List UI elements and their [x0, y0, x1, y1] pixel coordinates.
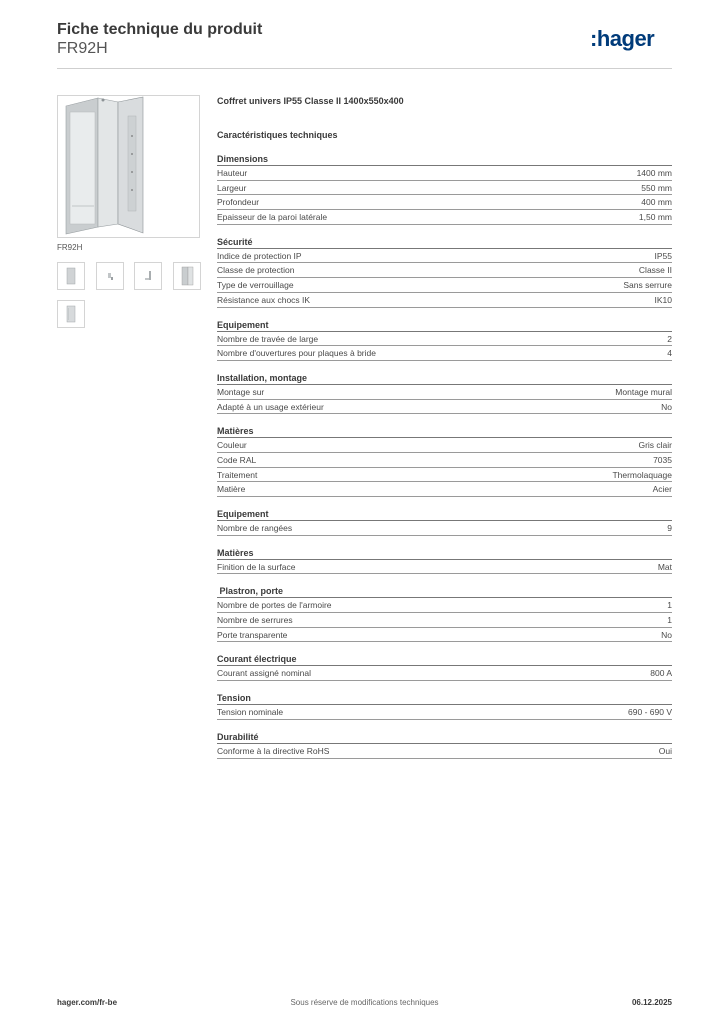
section-durabilite	[217, 732, 672, 759]
spec-row	[217, 195, 672, 210]
cabinet-side-icon	[135, 263, 161, 289]
section-installation-montage	[217, 373, 672, 414]
spec-label: Hauteur	[217, 168, 248, 178]
spec-value: IK10	[654, 294, 672, 305]
section-tension	[217, 693, 672, 720]
spec-label: Type de verrouillage	[217, 280, 294, 291]
spec-label: Adapté à un usage extérieur	[217, 401, 324, 412]
section-equipement	[217, 320, 672, 361]
section-title: Equipement	[217, 320, 672, 332]
spec-row	[217, 210, 672, 225]
section-matieres	[217, 426, 672, 497]
thumbnail-2[interactable]	[96, 262, 124, 290]
spec-row	[217, 628, 672, 643]
spec-row	[217, 560, 672, 575]
section-title: Plastron, porte	[217, 586, 672, 598]
spec-value: 1,50 mm	[638, 212, 672, 223]
footer-date: 06.12.2025	[631, 998, 672, 1007]
spec-label: Traitement	[217, 469, 258, 480]
section-equipement-2	[217, 509, 672, 536]
spec-label: Nombre de travée de large	[217, 333, 319, 344]
section-title: Dimensions	[217, 154, 672, 166]
cabinet-closed-icon	[58, 301, 84, 327]
spec-row	[217, 468, 672, 483]
spec-row	[217, 263, 672, 278]
spec-label: Profondeur	[217, 197, 260, 208]
spec-label: Nombre d'ouvertures pour plaques à bride	[217, 348, 376, 359]
spec-row	[217, 385, 672, 400]
section-title: Durabilité	[217, 732, 672, 744]
spec-label: Matière	[217, 484, 246, 495]
spec-row	[217, 705, 672, 720]
spec-value: Thermolaquage	[612, 469, 672, 480]
spec-value: 1400 mm	[636, 168, 672, 178]
section-title: Sécurité	[217, 237, 672, 249]
cabinet-detail-icon	[97, 263, 123, 289]
document-title: Fiche technique du produit	[57, 21, 263, 38]
spec-row	[217, 346, 672, 361]
spec-label: Code RAL	[217, 454, 257, 465]
spec-row	[217, 249, 672, 264]
spec-row	[217, 453, 672, 468]
spec-value: 9	[667, 523, 672, 533]
spec-value: No	[661, 629, 672, 640]
spec-value: 800 A	[650, 668, 672, 679]
spec-label: Couleur	[217, 440, 247, 451]
spec-row	[217, 293, 672, 308]
section-plastron-porte	[217, 586, 672, 642]
cabinet-front-icon	[58, 263, 84, 289]
spec-value: 400 mm	[641, 197, 672, 208]
spec-label: Nombre de portes de l'armoire	[217, 600, 332, 611]
footer-disclaimer: Sous réserve de modifications techniques	[290, 998, 439, 1007]
spec-value: 1	[667, 600, 672, 611]
section-securite	[217, 237, 672, 308]
thumbnail-5[interactable]	[57, 300, 85, 328]
spec-label: Classe de protection	[217, 265, 295, 276]
spec-value: Acier	[652, 484, 672, 495]
spec-label: Nombre de rangées	[217, 523, 293, 533]
spec-value: 2	[667, 333, 672, 344]
spec-value: IP55	[654, 250, 672, 261]
spec-row	[217, 400, 672, 415]
spec-label: Largeur	[217, 182, 247, 193]
footer-website-link[interactable]: hager.com/fr-be	[57, 998, 118, 1007]
spec-label: Tension nominale	[217, 707, 284, 718]
section-title: Installation, montage	[217, 373, 672, 385]
spec-label: Porte transparente	[217, 629, 288, 640]
section-dimensions	[217, 154, 672, 225]
page-header	[57, 21, 672, 69]
spec-row	[217, 438, 672, 453]
specs-title: Caractéristiques techniques	[217, 130, 338, 140]
spec-label: Montage sur	[217, 386, 265, 397]
spec-row	[217, 666, 672, 681]
thumbnail-4[interactable]	[173, 262, 201, 290]
spec-row	[217, 332, 672, 347]
cabinet-illustration	[58, 96, 199, 237]
spec-row	[217, 278, 672, 293]
spec-label: Epaisseur de la paroi latérale	[217, 212, 328, 223]
spec-row	[217, 744, 672, 759]
section-title: Courant électrique	[217, 654, 672, 666]
spec-value: Oui	[658, 745, 672, 756]
spec-value: Montage mural	[615, 386, 672, 397]
spec-value: 690 - 690 V	[628, 707, 672, 718]
spec-label: Conforme à la directive RoHS	[217, 745, 330, 756]
spec-value: Gris clair	[638, 440, 672, 451]
section-matieres-2	[217, 548, 672, 575]
spec-row	[217, 166, 672, 181]
spec-label: Finition de la surface	[217, 561, 296, 572]
product-reference: FR92H	[57, 40, 108, 57]
spec-value: 4	[667, 348, 672, 359]
page-footer	[57, 998, 672, 1010]
spec-value: 7035	[653, 454, 672, 465]
section-title: Equipement	[217, 509, 672, 521]
section-courant-electrique	[217, 654, 672, 681]
spec-row	[217, 521, 672, 536]
spec-row	[217, 181, 672, 196]
header-divider	[57, 68, 672, 69]
section-title: Matières	[217, 548, 672, 560]
thumbnail-1[interactable]	[57, 262, 85, 290]
spec-value: Mat	[657, 561, 672, 572]
spec-value: Classe II	[638, 265, 672, 276]
spec-row	[217, 482, 672, 497]
spec-label: Courant assigné nominal	[217, 668, 312, 679]
spec-value: 1	[667, 615, 672, 626]
product-image	[57, 95, 200, 238]
logo-text: :hager	[590, 27, 655, 51]
spec-value: 550 mm	[641, 182, 672, 193]
spec-row	[217, 598, 672, 613]
spec-value: No	[661, 401, 672, 412]
cabinet-open-icon	[174, 263, 200, 289]
spec-label: Résistance aux chocs IK	[217, 294, 311, 305]
section-title: Matières	[217, 426, 672, 438]
spec-label: Indice de protection IP	[217, 250, 302, 261]
image-caption: FR92H	[57, 243, 83, 252]
hager-logo	[590, 27, 672, 51]
product-specifications	[217, 96, 672, 759]
spec-row	[217, 613, 672, 628]
thumbnail-3[interactable]	[134, 262, 162, 290]
section-title: Tension	[217, 693, 672, 705]
spec-value: Sans serrure	[623, 280, 672, 291]
spec-label: Nombre de serrures	[217, 615, 293, 626]
product-name: Coffret univers IP55 Classe II 1400x550x400	[217, 96, 404, 106]
